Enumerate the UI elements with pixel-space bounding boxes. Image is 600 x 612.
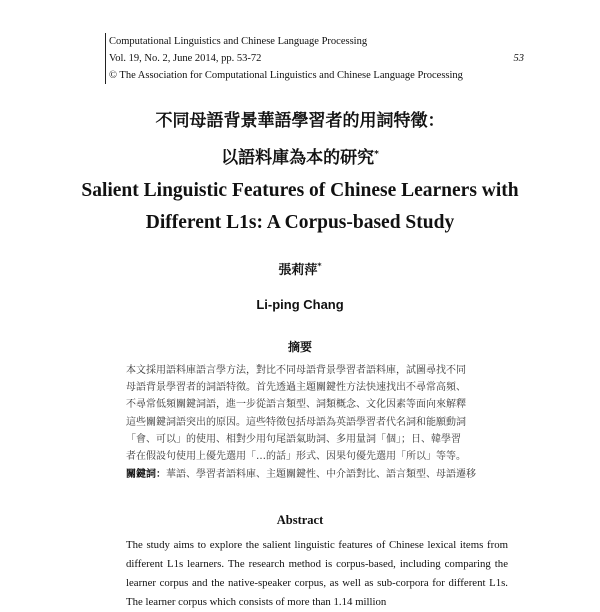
page-number: 53	[513, 53, 524, 64]
chinese-abstract-line: 者在假設句使用上優先選用「…的話」形式、因果句優先選用「所以」等等。	[126, 451, 466, 463]
journal-name: Computational Linguistics and Chinese Language Processing	[109, 36, 368, 47]
chinese-abstract-body	[126, 362, 508, 465]
english-abstract-body: The study aims to explore the salient linguistic features of Chinese lexical items from different L1s learners. The research method is corpus-based, including comparing the learner corpus and the native-speaker corpus, as well as sub-corpora for different L1s. The learner corpus which consists of more than 1.14 million	[126, 539, 508, 608]
author-english-name: Li-ping Chang	[256, 297, 344, 312]
journal-volume: Vol. 19, No. 2, June 2014, pp. 53-72	[109, 53, 262, 64]
journal-header	[105, 33, 524, 84]
author-name-zh: 張莉萍	[278, 263, 318, 278]
chinese-abstract-heading: 摘要	[287, 340, 312, 354]
keywords-text: 華語、學習者語料庫、主題關鍵性、中介語對比、語言類型、母語遷移	[166, 469, 476, 480]
chinese-abstract-line: 母語背景學習者的詞語特徵。首先透過主題關鍵性方法快速找出不尋常高頻、	[126, 382, 466, 394]
journal-copyright: © The Association for Computational Linguistics and Chinese Language Processing	[109, 70, 463, 81]
title-footnote-mark: *	[374, 149, 379, 160]
chinese-keywords	[126, 466, 508, 483]
english-title-line-2: Different L1s: A Corpus-based Study	[145, 212, 455, 233]
author-chinese-name	[0, 259, 600, 278]
english-abstract-heading: Abstract	[276, 513, 324, 527]
chinese-title-line-1: 不同母語背景華語學習者的用詞特徵：	[155, 111, 445, 131]
author-footnote-mark: *	[317, 261, 322, 271]
keywords-label: 關鍵詞：	[126, 469, 166, 480]
chinese-title-line-2	[0, 143, 600, 168]
chinese-title-text: 以語料庫為本的研究	[221, 148, 375, 168]
chinese-abstract-line: 本文採用語料庫語言學方法，對比不同母語背景學習者語料庫，試圖尋找不同	[126, 365, 466, 376]
english-title-line-1: Salient Linguistic Features of Chinese Learners with	[81, 180, 519, 201]
chinese-abstract-line: 這些關鍵詞語突出的原因。這些特徵包括母語為英語學習者代名詞和能願動詞	[126, 416, 466, 428]
chinese-abstract-line: 不尋常低頻關鍵詞語，進一步從語言類型、詞類概念、文化因素等面向來解釋	[126, 399, 466, 411]
chinese-abstract-line: 「會、可以」的使用、相對少用句尾語氣助詞、多用量詞「個」；日、韓學習	[126, 433, 461, 445]
